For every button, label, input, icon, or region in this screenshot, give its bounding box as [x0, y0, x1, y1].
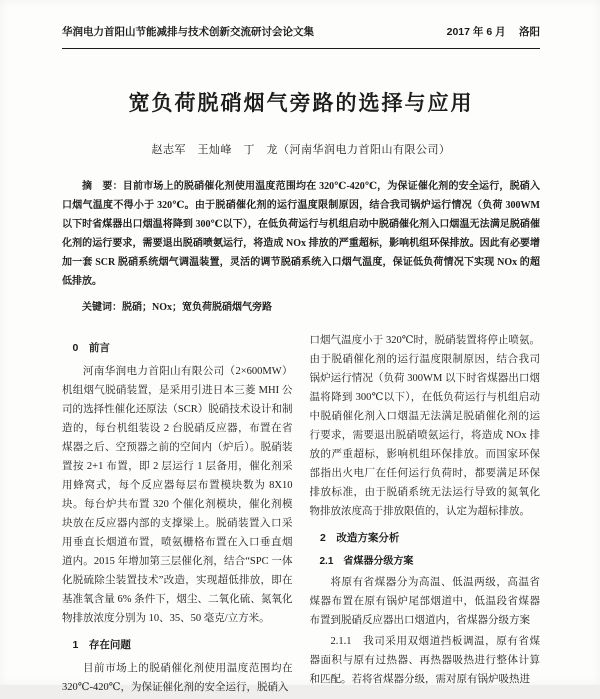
abstract-text: 目前市场上的脱硝催化剂使用温度范围均在 320℃-420℃，为保证催化剂的安全运行，脱硝入口烟气温度不得小于 320℃。由于脱硝催化剂的运行温度限制原因，结合我司锅炉运行情况（负荷 300WM 以下时省煤器出口烟温将降到 300℃以下），在低负荷运行与机组启动中脱硝催化剂入口烟温无法满足脱硝催化剂的运行要求，需要退出脱硝喷氨运行，将造成 NOx 排放的严重超标，影响机组环保排放。因此有必要增加一套 SCR 脱硝系统烟气调温装置，灵活的调节脱硝系统入口烟气温度，保证低负荷情况下实现 NOx 的超低排放。 [62, 181, 541, 287]
left-column [62, 331, 293, 699]
header-date-location: 2017 年 6 月 洛阳 [446, 26, 540, 38]
section-heading-1-problems: 1 存在问题 [72, 639, 131, 651]
header-divider [62, 48, 540, 49]
section-heading-2-retrofit-analysis: 2 改造方案分析 [320, 532, 400, 544]
abstract-label: 摘 要： [82, 181, 123, 192]
right-column [310, 331, 541, 699]
proceedings-title: 华润电力首阳山节能减排与技术创新交流研讨会论文集 [62, 26, 314, 38]
subsection-heading-2-1-economizer-staging: 2.1 省煤器分级方案 [319, 556, 414, 567]
body-paragraph: 将原有省煤器分为高温、低温两级，高温省煤器布置在原有锅炉尾部烟道中，低温段省煤器布置到脱硝反应器出口烟道内，省煤器分级方案 [309, 577, 540, 626]
keywords-text: 脱硝；NOx；宽负荷脱硝烟气旁路 [122, 302, 272, 313]
paper-title: 宽负荷脱硝烟气旁路的选择与应用 [128, 92, 474, 115]
two-column-body [62, 331, 540, 699]
body-paragraph: 目前市场上的脱硝催化剂使用温度范围均在 320℃-420℃，为保证催化剂的安全运行，脱硝入 [62, 663, 293, 693]
body-paragraph: 河南华润电力首阳山有限公司（2×600MW）机组烟气脱硝装置，是采用引进日本三菱 MHI 公司的选择性催化还原法（SCR）脱硝技术设计和制造的，每台机组装设 2 台脱硝反应器，布置在省煤器之后、空预器之前的空间内（炉后）。脱硝装置按 2+1 布置，即 2 层运行 1 层备用，催化剂采用蜂窝式，每个反应器每层布置模块数为 8X10 块。每台炉共布置 320 个催化剂模块，催化剂模块放在反应器内部的支撑梁上。脱硝装置入口采用垂直长烟道布置，喷氨栅格布置在入口垂直烟道内。2015 年增加第三层催化剂，结合“SPC 一体化脱硫除尘装置技术”改造，实现超低排放，即在基准氧含量 6% 条件下，烟尘、二氧化硫、氮氧化物排放浓度分别为 10、35、50 毫克/立方米。 [62, 366, 293, 624]
body-paragraph-continuation: 口烟气温度小于 320℃时，脱硝装置将停止喷氨。由于脱硝催化剂的运行温度限制原因，结合我司锅炉运行情况（负荷 300WM 以下时省煤器出口烟温将降到 300℃以下），在低负荷运行与机组启动中脱硝催化剂入口烟温无法满足脱硝催化剂的运行要求，需要退出脱硝喷氨运行，将造成 NOx 排放的严重超标，影响机组环保排放。而国家环保部指出火电厂在任何运行负荷时，都要满足环保排放标准，由于脱硝系统无法运行导致的氮氧化物排放浓度高于排放限值的，认定为超标排放。 [309, 335, 540, 517]
abstract-paragraph [62, 177, 540, 291]
section-heading-0-foreword: 0 前言 [72, 342, 110, 354]
keywords-line [62, 298, 540, 317]
authors-line: 赵志军 王灿峰 丁 龙（河南华润电力首阳山有限公司） [151, 144, 451, 156]
body-paragraph: 2.1.1 我司采用双烟道挡板调温，原有省煤器面积与原有过热器、再热器吸热进行整体计算和匹配。若将省煤器分级，需对原有锅炉吸热进 [309, 636, 540, 685]
keywords-label: 关键词： [82, 302, 122, 313]
page-header [62, 24, 540, 48]
